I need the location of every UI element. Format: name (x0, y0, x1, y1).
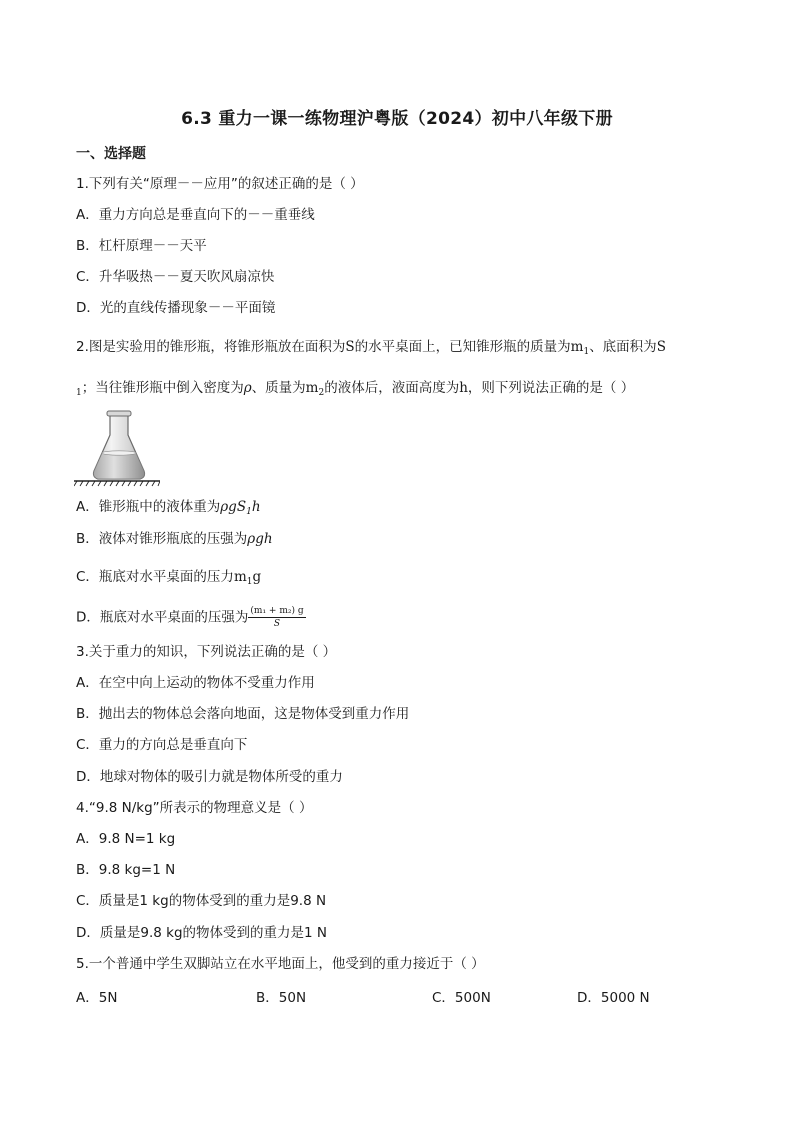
question-2-option-d (76, 606, 306, 629)
q2-option-text: D．瓶底对水平桌面的压强为 (76, 609, 249, 626)
q2-option-math-sub: 1 (246, 577, 253, 587)
q2-var-m: m (305, 380, 319, 396)
question-4-option-d: D．质量是9.8 kg的物体受到的重力是1 N (76, 925, 328, 941)
q2-var-m: m (570, 339, 584, 355)
question-1-option-a: A．重力方向总是垂直向下的－－重垂线 (76, 207, 315, 223)
q2-var-s: S (345, 339, 355, 355)
question-5-option-a: A．5N (76, 990, 118, 1006)
question-2-stem-line-2 (76, 378, 634, 403)
q2-text: 2.图是实验用的锥形瓶，将锥形瓶放在面积为 (76, 339, 346, 355)
pressure-fraction (248, 606, 305, 629)
q2-option-math: g (252, 569, 262, 585)
q2-option-text: C．瓶底对水平桌面的压力 (76, 569, 234, 585)
question-3-option-a: A．在空中向上运动的物体不受重力作用 (76, 675, 315, 691)
question-4-option-b: B．9.8 kg=1 N (76, 862, 176, 878)
q2-option-math: m (233, 569, 247, 585)
question-3-option-d: D．地球对物体的吸引力就是物体所受的重力 (76, 769, 343, 785)
q2-sub: 1 (76, 388, 82, 398)
fraction-numerator: (m₁ + m₂) g (250, 606, 304, 616)
fraction-denominator: S (273, 619, 281, 629)
section-heading: 一、选择题 (76, 146, 146, 162)
q2-var-s: S (656, 339, 666, 355)
question-5-option-c: C．500N (432, 990, 491, 1006)
question-1-option-d: D．光的直线传播现象－－平面镜 (76, 300, 276, 316)
question-5-option-b: B．50N (256, 990, 307, 1006)
question-2-stem-line-1 (76, 337, 666, 362)
question-1-option-b: B．杠杆原理－－天平 (76, 238, 207, 254)
q2-sub: 2 (318, 388, 325, 398)
q2-option-math: ρgS (220, 499, 247, 515)
q2-option-math-sub: 1 (246, 507, 252, 517)
question-4-stem: 4.“9.8 N/kg”所表示的物理意义是（ ） (76, 800, 313, 816)
question-3-option-b: B．抛出去的物体总会落向地面，这是物体受到重力作用 (76, 706, 410, 722)
question-2-option-c (76, 567, 261, 592)
q2-text: 的液体后，液面高度为 (324, 380, 460, 396)
q2-var-rho: ρ (243, 380, 252, 396)
question-1-stem: 1.下列有关“原理－－应用”的叙述正确的是（ ） (76, 176, 364, 192)
page-title: 6.3 重力一课一练物理沪粤版（2024）初中八年级下册 (181, 109, 613, 129)
question-2-option-a (76, 497, 261, 522)
q2-option-text: B．液体对锥形瓶底的压强为 (76, 531, 248, 547)
question-2-option-b (76, 529, 273, 549)
q2-text: ；当往锥形瓶中倒入密度为 (81, 380, 244, 396)
q2-text: ，则下列说法正确的是（ ） (467, 380, 635, 396)
q2-option-math: ρgh (247, 531, 273, 547)
question-3-stem: 3.关于重力的知识，下列说法正确的是（ ） (76, 644, 337, 660)
q2-var-h: h (459, 380, 468, 396)
question-3-option-c: C．重力的方向总是垂直向下 (76, 737, 248, 753)
q2-text: 的水平桌面上，已知锥形瓶的质量为 (354, 339, 571, 355)
q2-text: 、底面积为 (589, 339, 657, 355)
q2-text: 、质量为 (251, 380, 306, 396)
question-5-option-d: D．5000 N (577, 990, 650, 1006)
question-5-stem: 5.一个普通中学生双脚站立在水平地面上，他受到的重力接近于（ ） (76, 956, 485, 972)
conical-flask-illustration (74, 405, 160, 491)
q2-option-math: h (251, 499, 261, 515)
question-1-option-c: C．升华吸热－－夏天吹风扇凉快 (76, 269, 275, 285)
q2-sub: 1 (583, 347, 590, 357)
q2-option-text: A．锥形瓶中的液体重为 (76, 499, 221, 515)
question-4-option-a: A．9.8 N=1 kg (76, 831, 176, 847)
question-4-option-c: C．质量是1 kg的物体受到的重力是9.8 N (76, 893, 327, 909)
